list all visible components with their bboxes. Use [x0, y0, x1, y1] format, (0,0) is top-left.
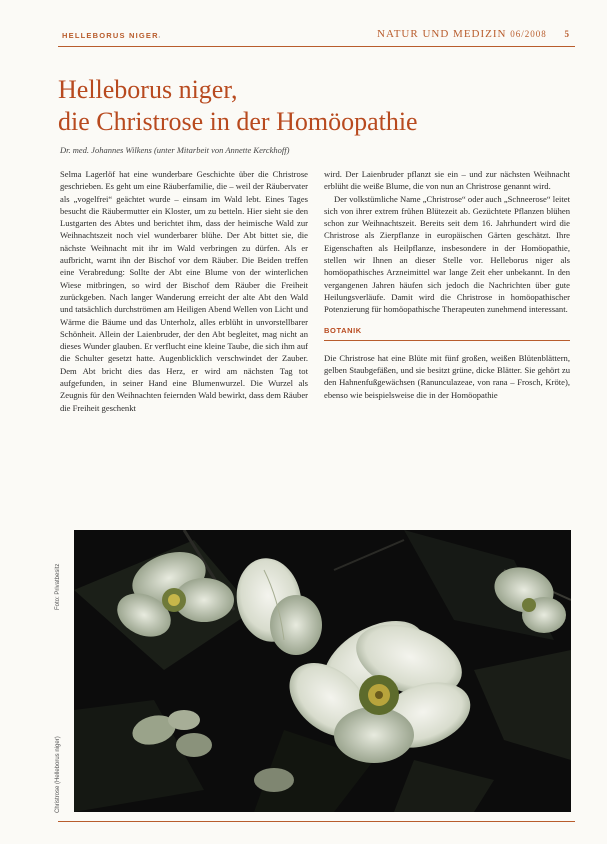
hellebore-photo	[74, 530, 571, 812]
title-line-1: Helleborus niger,	[58, 75, 238, 104]
header-rule	[58, 46, 575, 47]
credit-bottom: Christrose (Helleborus niger)	[55, 736, 61, 813]
paragraph: wird. Der Laienbruder pflanzt sie ein – und zur nächsten Weihnacht erblüht die weiße Blume, die von nun an Christrose genannt wird.	[324, 169, 570, 192]
journal-name: NATUR UND MEDIZIN	[377, 28, 507, 40]
header-journal	[377, 28, 570, 40]
paragraph: Selma Lagerlöf hat eine wunderbare Geschichte über die Christrose geschrieben. Es geht um eine Räuberfamilie, die – weil der Räubervater als „vogelfrei“ geächtet wurde – einsam im Wald lebt. Eines Tages besucht die Räubermutter ein Kloster, um zu betteln. Hier sieht sie den Lustgarten des Abtes und berichtet ihm, dass der heimische Wald zur Weihnachtszeit noch viel wunderbarer blühe. Der Abt bittet sie, die nächste Weihnacht mit ihr im Wald verbringen zu dürfen. Als er aufbricht, warnt ihn der Bischof vor dem Räuber. Die Beiden treffen eine Verabredung: Sollte der Abt eine Blume von der winterlichen Wiese mitbringen, so wird der Bischof dem Räuber die Freiheit zurückgeben. Nach langer Wanderung erreicht der alte Abt den Wald und tatsächlich durchströmen am Heiligen Abend Wellen von Licht und Wärme die Bäume und das Unterholz, alles erblüht in unvorstellbarer Schönheit. Allein der Laienbruder, der den Abt begleitet, mag nicht an dieses Wunder glauben. Er verflucht eine kleine Taube, die sich ihm auf die Schulter gesetzt hatte. Augenblicklich verschwindet der Zauber. Dem Abt bricht dies das Herz, er wird am nächsten Tag tot aufgefunden, in seiner Hand eine Blumenwurzel. Die Wurzel als Zeugnis für den Weihnachten feiernden Wald bewirkt, dass dem Räuber die Freiheit geschenkt	[60, 169, 308, 413]
issue-number: 06/2008	[510, 29, 547, 39]
credit-top: Foto: Privatbesitz	[55, 563, 61, 610]
title-line-2: die Christrose in der Homöopathie	[58, 107, 418, 136]
left-column	[60, 168, 308, 414]
article-title	[58, 74, 558, 138]
section-heading-botanik: BOTANIK	[324, 325, 570, 341]
footer-rule	[58, 821, 575, 822]
paragraph: Der volkstümliche Name „Christrose“ oder auch „Schneerose“ leitet sich von ihrer extrem frühen Blütezeit ab. Gezüchtete Pflanzen blühen schon zur Weihnachtszeit. Bereits seit dem 16. Jahrhundert wird die Christrose als Zierpflanze in europäischen Gärten geschätzt. Ihre Eigenschaften als Heilpflanze, insbesondere in der Homöopathie, stellen wir Ihnen an dieser Stelle vor. Helleborus niger als homöopathisches Arzneimittel war lange Zeit eher unbekannt. In den vergangenen Jahren häufen sich jedoch die Nachrichten über gute Heilungsverläufe. Damit wird die Christrose in homöopathischer Potenzierung für homöopathische Therapeuten zunehmend interessant.	[324, 193, 570, 315]
right-column	[324, 168, 570, 401]
paragraph: Die Christrose hat eine Blüte mit fünf großen, weißen Blütenblättern, gelben Staubgefäßen, und sie besitzt grüne, dicke Blätter. Sie gehört zu den Hahnenfußgewächsen (Ranunculazeae, von rana – Frosch, Kröte), ebenso wie beispielsweise die in der Homöopathie	[324, 352, 570, 400]
header-section-label: HELLEBORUS NIGER	[62, 31, 159, 40]
page-number: 5	[564, 29, 570, 39]
byline: Dr. med. Johannes Wilkens (unter Mitarbeit von Annette Kerckhoff)	[60, 145, 290, 155]
header-mark: ·	[158, 33, 161, 42]
